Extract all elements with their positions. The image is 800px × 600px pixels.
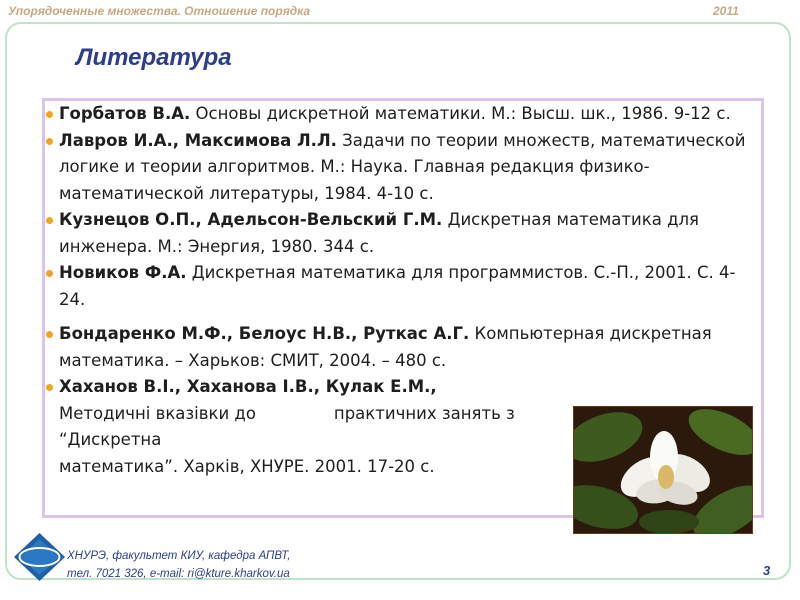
reference-authors: Кузнецов О.П., Адельсон-Вельский Г.М. bbox=[59, 210, 443, 229]
slide-header bbox=[0, 0, 800, 22]
reference-item bbox=[46, 128, 746, 208]
reference-text: практичних занять з bbox=[333, 403, 515, 423]
footer-line: ХНУРЭ, факультет КИУ, кафедра АПВТ, bbox=[67, 550, 291, 562]
slide-header-year: 2011 bbox=[713, 4, 739, 18]
bullet-icon bbox=[46, 384, 53, 391]
magnolia-photo bbox=[573, 406, 753, 534]
reference-text: “Дискретна bbox=[59, 430, 162, 449]
reference-text: Дискретная математика для инженера. М.: Энергия, 1980. 344 с. bbox=[59, 210, 699, 256]
reference-authors: Лавров И.А., Максимова Л.Л. bbox=[59, 130, 337, 150]
page-title: Литература bbox=[76, 44, 232, 71]
slide-header-title: Упорядоченные множества. Отношение порядка bbox=[8, 4, 311, 18]
reference-item bbox=[46, 207, 746, 260]
bullet-icon bbox=[46, 270, 53, 277]
reference-text: Задачи по теории множеств, математической логике и теории алгоритмов. М.: Наука. Главная редакция физико-математической литературы, 1984. 4-10 с. bbox=[59, 130, 746, 203]
reference-item bbox=[46, 101, 746, 128]
footer-info bbox=[67, 547, 290, 583]
page-number: 3 bbox=[763, 563, 771, 578]
reference-authors: Бондаренко М.Ф., Белоус Н.В., Руткас А.Г. bbox=[59, 324, 470, 343]
magnolia-flower-image bbox=[574, 407, 753, 534]
reference-text: Компьютерная дискретная математика. – Харьков: СМИТ, 2004. – 480 с. bbox=[59, 324, 712, 370]
bullet-icon bbox=[46, 111, 53, 118]
reference-authors: Хаханов В.І., Хаханова І.В., Кулак Е.М., bbox=[59, 377, 437, 396]
university-logo-icon bbox=[12, 531, 67, 583]
reference-text: математика”. Харків, ХНУРЕ. 2001. 17-20 с. bbox=[59, 456, 435, 476]
reference-item bbox=[46, 260, 746, 313]
reference-authors: Новиков Ф.А. bbox=[59, 263, 187, 282]
reference-item bbox=[46, 321, 746, 374]
reference-text: Основы дискретной математики. М.: Высш. шк., 1986. 9-12 с. bbox=[190, 104, 731, 123]
bullet-icon bbox=[46, 217, 53, 224]
bullet-icon bbox=[46, 331, 53, 338]
reference-text: Дискретная математика для программистов. С.-П., 2001. С. 4-24. bbox=[59, 263, 736, 309]
footer-line: тел. 7021 326, e-mail: ri@kture.kharkov.ua bbox=[67, 568, 290, 580]
reference-text: Методичні вказівки до bbox=[59, 403, 256, 423]
bullet-icon bbox=[46, 138, 53, 145]
reference-authors: Горбатов В.А. bbox=[59, 104, 191, 123]
